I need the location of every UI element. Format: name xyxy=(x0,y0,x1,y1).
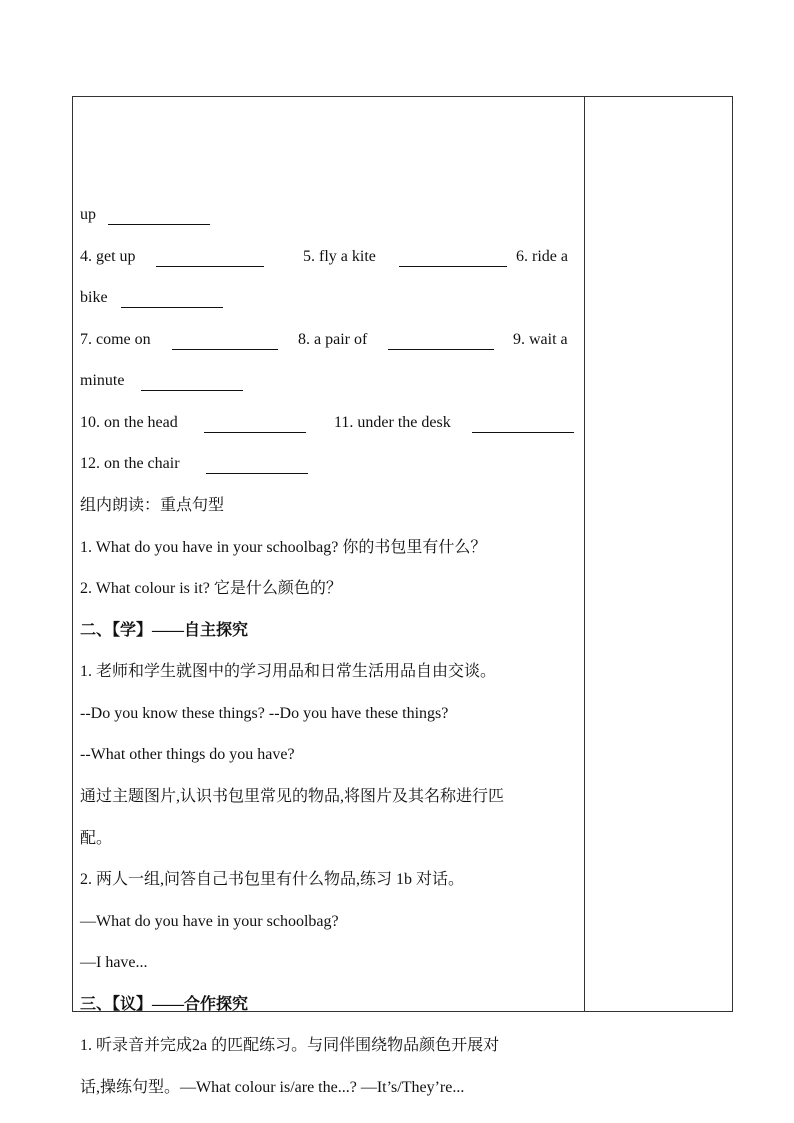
phrase-4: 4. get up xyxy=(80,248,136,265)
worksheet-table xyxy=(72,96,733,1096)
key-sentence-2: 2. What colour is it? 它是什么颜色的？ xyxy=(80,580,342,597)
answer-blank[interactable] xyxy=(141,372,243,391)
answer-blank[interactable] xyxy=(121,289,223,308)
phrase-8: 8. a pair of xyxy=(298,331,368,348)
answer-blank[interactable] xyxy=(156,248,264,267)
reading-heading: 组内朗读：重点句型 xyxy=(80,497,225,514)
xue-question-1: --Do you know these things? --Do you have these things? xyxy=(80,705,449,722)
phrase-line-6 xyxy=(80,408,578,438)
phrase-10: 10. on the head xyxy=(80,414,178,431)
phrase-line-5 xyxy=(80,366,578,396)
answer-blank[interactable] xyxy=(206,455,308,474)
phrase-6: 6. ride a xyxy=(516,248,568,265)
key-sentence-1: 1. What do you have in your schoolbag? 你的书包里有什么？ xyxy=(80,539,487,556)
yi-item-1-continued: 话,操练句型。—What colour is/are the...? —It’s/They’re... xyxy=(80,1079,465,1096)
phrase-line-7 xyxy=(80,449,578,479)
phrase-9-continued: minute xyxy=(80,372,125,389)
answer-blank[interactable] xyxy=(399,248,507,267)
section-xue-heading: 二、【学】——自主探究 xyxy=(80,622,249,639)
phrase-line-2 xyxy=(80,242,578,272)
xue-question-2: --What other things do you have? xyxy=(80,746,295,763)
notes-cell xyxy=(585,97,732,1011)
xue-item-1: 1. 老师和学生就图中的学习用品和日常生活用品自由交谈。 xyxy=(80,663,497,680)
section-yi-heading: 三、【议】——合作探究 xyxy=(80,996,249,1013)
answer-blank[interactable] xyxy=(172,331,278,350)
xue-description: 通过主题图片,认识书包里常见的物品,将图片及其名称进行匹 xyxy=(80,788,505,805)
answer-blank[interactable] xyxy=(108,206,210,225)
phrase-9: 9. wait a xyxy=(513,331,568,348)
phrase-line-3 xyxy=(80,283,578,313)
phrase-12: 12. on the chair xyxy=(80,455,180,472)
answer-blank[interactable] xyxy=(204,414,306,433)
dialogue-question: —What do you have in your schoolbag? xyxy=(80,913,339,930)
answer-blank[interactable] xyxy=(472,414,574,433)
phrase-6-continued: bike xyxy=(80,289,108,306)
phrase-5: 5. fly a kite xyxy=(303,248,376,265)
yi-item-1: 1. 听录音并完成2a 的匹配练习。与同伴围绕物品颜色开展对 xyxy=(80,1037,500,1054)
phrase-line-1 xyxy=(80,200,578,230)
phrase-7: 7. come on xyxy=(80,331,151,348)
phrase-11: 11. under the desk xyxy=(334,414,451,431)
answer-blank[interactable] xyxy=(388,331,494,350)
phrase-3-continued: up xyxy=(80,206,96,223)
xue-item-2: 2. 两人一组,问答自己书包里有什么物品,练习 1b 对话。 xyxy=(80,871,465,888)
xue-description-continued: 配。 xyxy=(80,830,113,847)
phrase-line-4 xyxy=(80,325,578,355)
content-cell xyxy=(73,97,585,1096)
dialogue-answer: —I have... xyxy=(80,954,148,971)
